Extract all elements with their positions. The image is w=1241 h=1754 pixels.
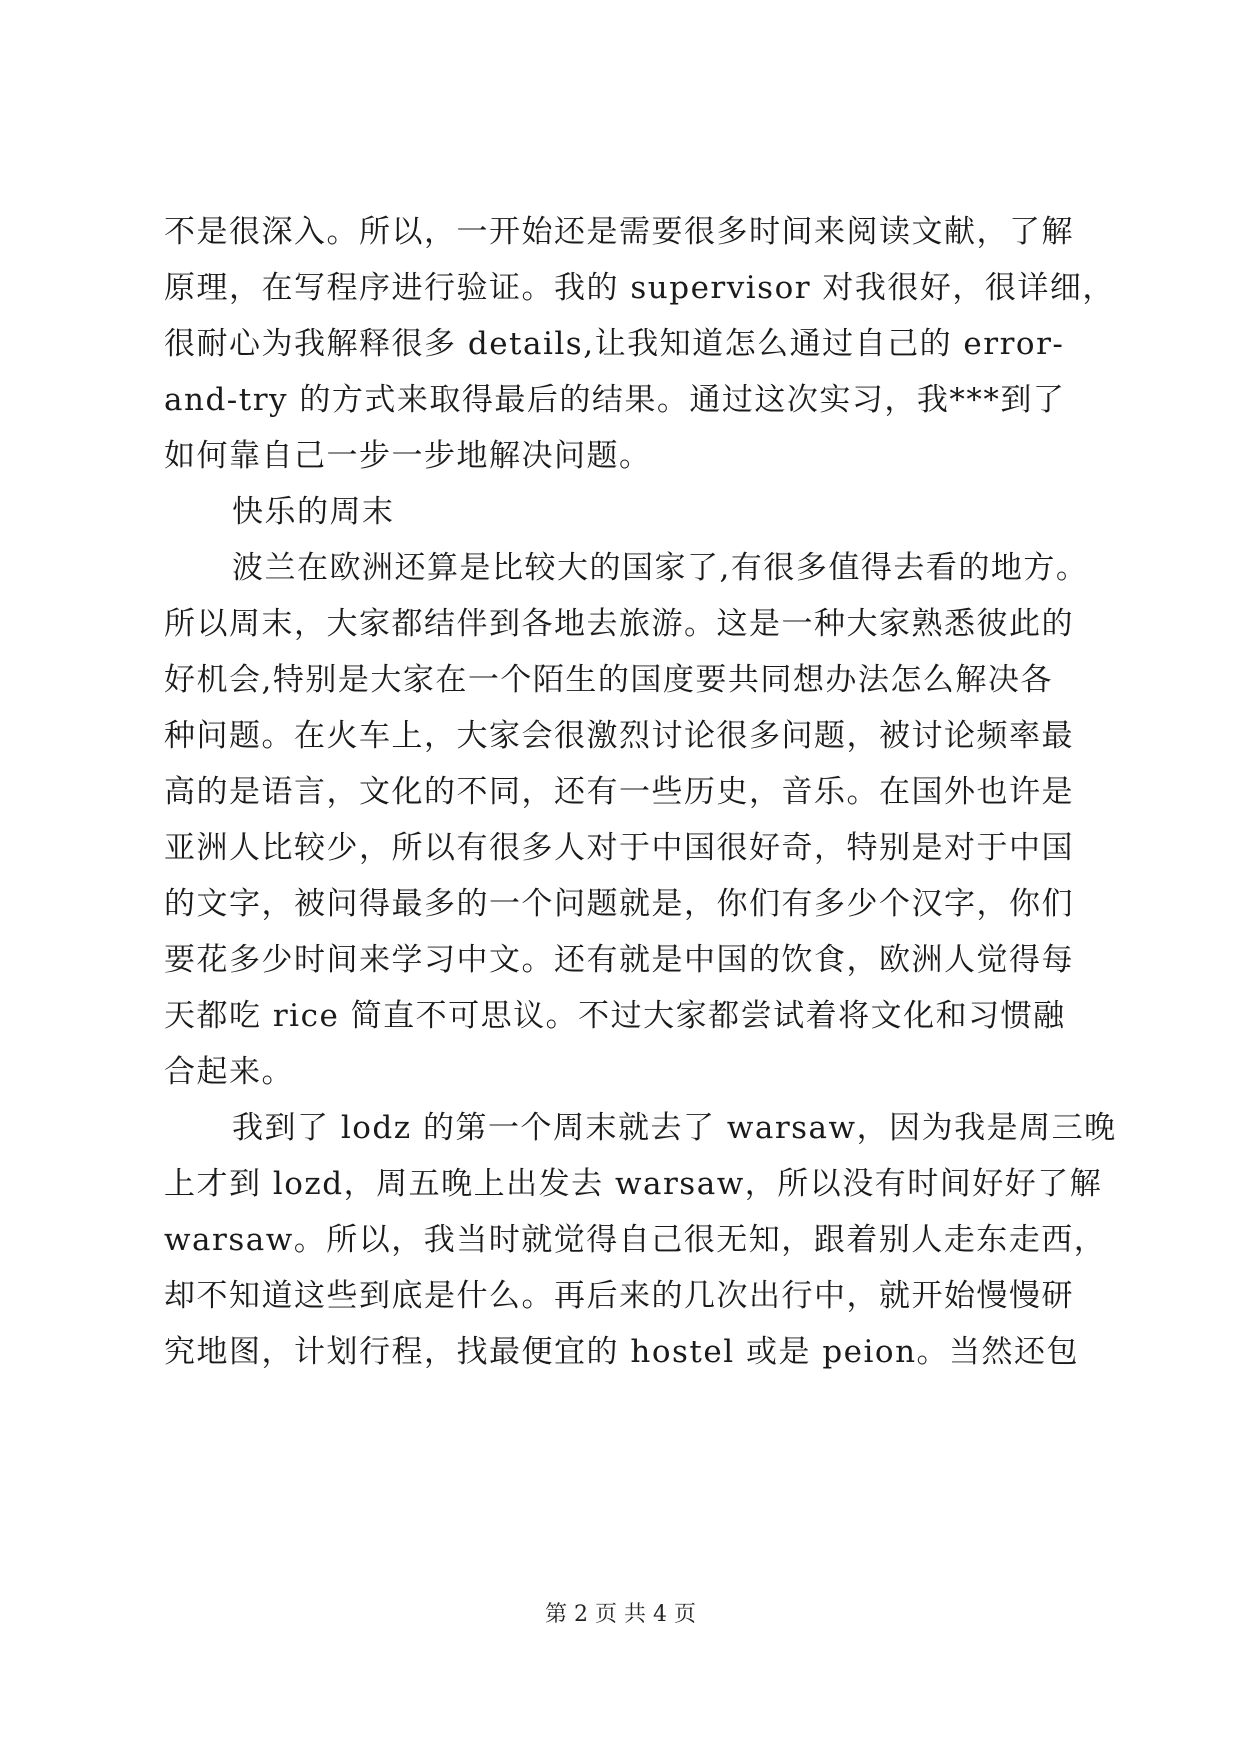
text-line: 却不知道这些到底是什么。再后来的几次出行中，就开始慢慢研: [164, 1278, 1074, 1314]
text-line: 我到了 lodz 的第一个周末就去了 warsaw，因为我是周三晚: [232, 1110, 1117, 1146]
text-line: 种问题。在火车上，大家会很激烈讨论很多问题，被讨论频率最: [164, 718, 1074, 754]
text-line: 合起来。: [164, 1054, 294, 1090]
text-line: and-try 的方式来取得最后的结果。通过这次实习，我***到了: [164, 382, 1066, 418]
text-line: 上才到 lozd，周五晚上出发去 warsaw，所以没有时间好好了解: [164, 1166, 1103, 1202]
text-line: 的文字，被问得最多的一个问题就是，你们有多少个汉字，你们: [164, 886, 1074, 922]
text-line: 究地图，计划行程，找最便宜的 hostel 或是 peion。当然还包: [164, 1334, 1080, 1370]
text-line: 波兰在欧洲还算是比较大的国家了,有很多值得去看的地方。: [232, 550, 1089, 586]
text-line: 不是很深入。所以，一开始还是需要很多时间来阅读文献，了解: [164, 214, 1074, 250]
text-line: 要花多少时间来学习中文。还有就是中国的饮食，欧洲人觉得每: [164, 942, 1074, 978]
text-line: 原理，在写程序进行验证。我的 supervisor 对我很好，很详细，: [164, 270, 1115, 306]
text-line: 如何靠自己一步一步地解决问题。: [164, 438, 652, 474]
section-heading: 快乐的周末: [232, 494, 395, 530]
text-line: warsaw。所以，我当时就觉得自己很无知，跟着别人走东走西，: [164, 1222, 1107, 1258]
text-line: 很耐心为我解释很多 details,让我知道怎么通过自己的 error-: [164, 326, 1065, 362]
text-line: 好机会,特别是大家在一个陌生的国度要共同想办法怎么解决各: [164, 662, 1053, 698]
text-line: 天都吃 rice 简直不可思议。不过大家都尝试着将文化和习惯融: [164, 998, 1066, 1034]
page-number-footer: 第 2 页 共 4 页: [545, 1602, 696, 1627]
text-line: 亚洲人比较少，所以有很多人对于中国很好奇，特别是对于中国: [164, 830, 1074, 866]
text-line: 所以周末，大家都结伴到各地去旅游。这是一种大家熟悉彼此的: [164, 606, 1074, 642]
text-line: 高的是语言，文化的不同，还有一些历史，音乐。在国外也许是: [164, 774, 1074, 810]
